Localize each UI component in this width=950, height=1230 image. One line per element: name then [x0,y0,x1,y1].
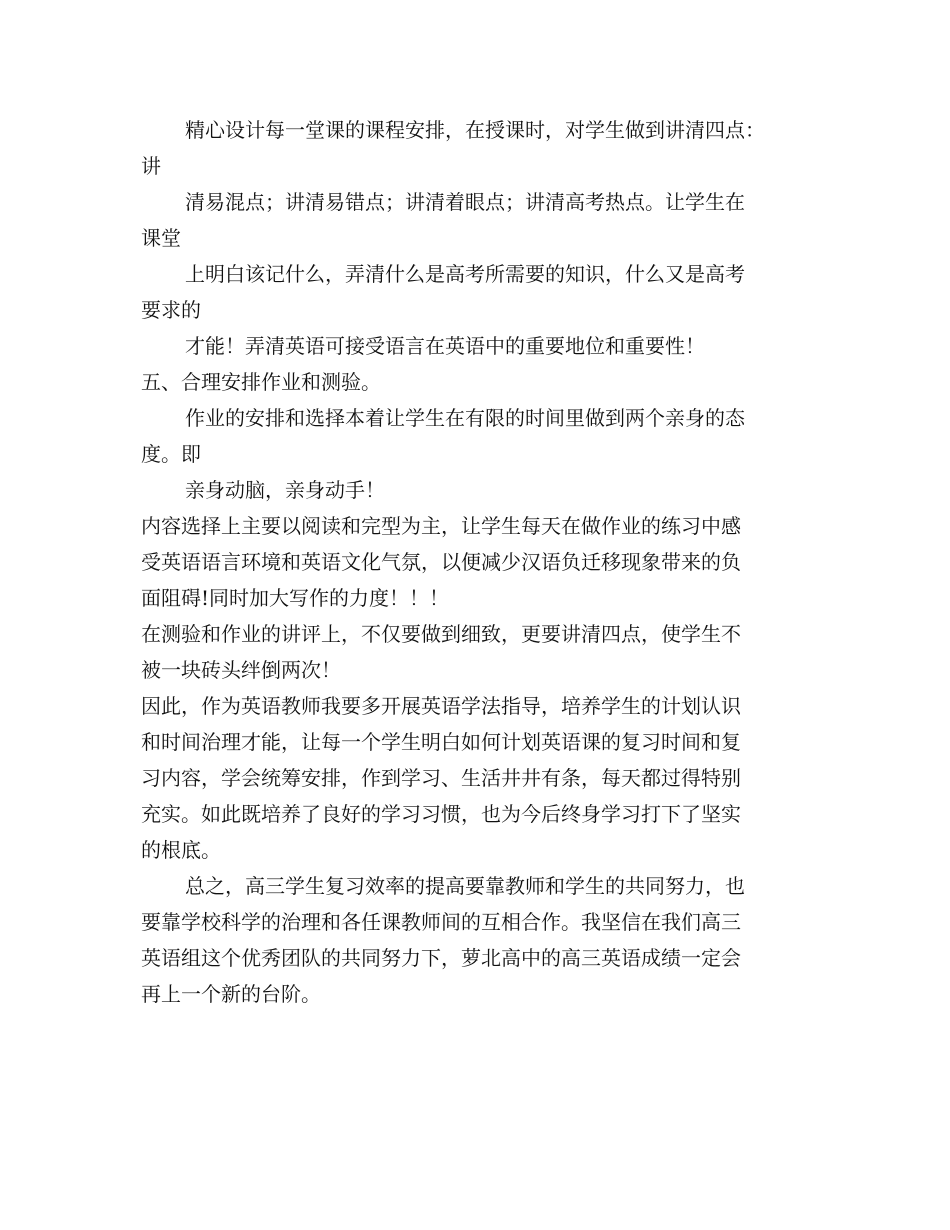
text-line: 度。即 [141,442,201,466]
text-line: 在测验和作业的讲评上，不仅要做到细致，更要讲清四点，使学生不 [141,622,741,646]
text-line: 才能！弄清英语可接受语言在英语中的重要地位和重要性！ [185,334,705,358]
text-line: 亲身动脑，亲身动手！ [185,478,385,502]
text-line: 内容选择上主要以阅读和完型为主，让学生每天在做作业的练习中感 [141,514,741,538]
text-line: 充实。如此既培养了良好的学习习惯，也为今后终身学习打下了坚实 [141,802,741,826]
text-line: 再上一个新的台阶。 [141,982,321,1006]
text-line: 英语组这个优秀团队的共同努力下，萝北高中的高三英语成绩一定会 [141,946,741,970]
text-line: 精心设计每一堂课的课程安排，在授课时，对学生做到讲清四点： [185,118,765,142]
document-body [141,112,821,1012]
text-line: 被一块砖头绊倒两次！ [141,658,341,682]
text-line: 课堂 [141,226,181,250]
text-line: 的根底。 [141,838,221,862]
text-line: 讲 [141,154,161,178]
text-line: 作业的安排和选择本着让学生在有限的时间里做到两个亲身的态 [185,406,745,430]
text-line: 受英语语言环境和英语文化气氛，以便减少汉语负迁移现象带来的负 [141,550,741,574]
text-line: 总之，高三学生复习效率的提高要靠教师和学生的共同努力，也 [185,874,745,898]
text-line: 习内容，学会统筹安排，作到学习、生活井井有条，每天都过得特别 [141,766,741,790]
text-line: 要靠学校科学的治理和各任课教师间的互相合作。我坚信在我们高三 [141,910,741,934]
text-line: 清易混点；讲清易错点；讲清着眼点；讲清高考热点。让学生在 [185,190,745,214]
text-line: 因此，作为英语教师我要多开展英语学法指导，培养学生的计划认识 [141,694,741,718]
text-line: 面阻碍!同时加大写作的力度！！！ [141,586,450,610]
text-line: 和时间治理才能，让每一个学生明白如何计划英语课的复习时间和复 [141,730,741,754]
text-line: 上明白该记什么，弄清什么是高考所需要的知识，什么又是高考 [185,262,745,286]
text-line: 五、合理安排作业和测验。 [141,370,381,394]
text-line: 要求的 [141,298,201,322]
